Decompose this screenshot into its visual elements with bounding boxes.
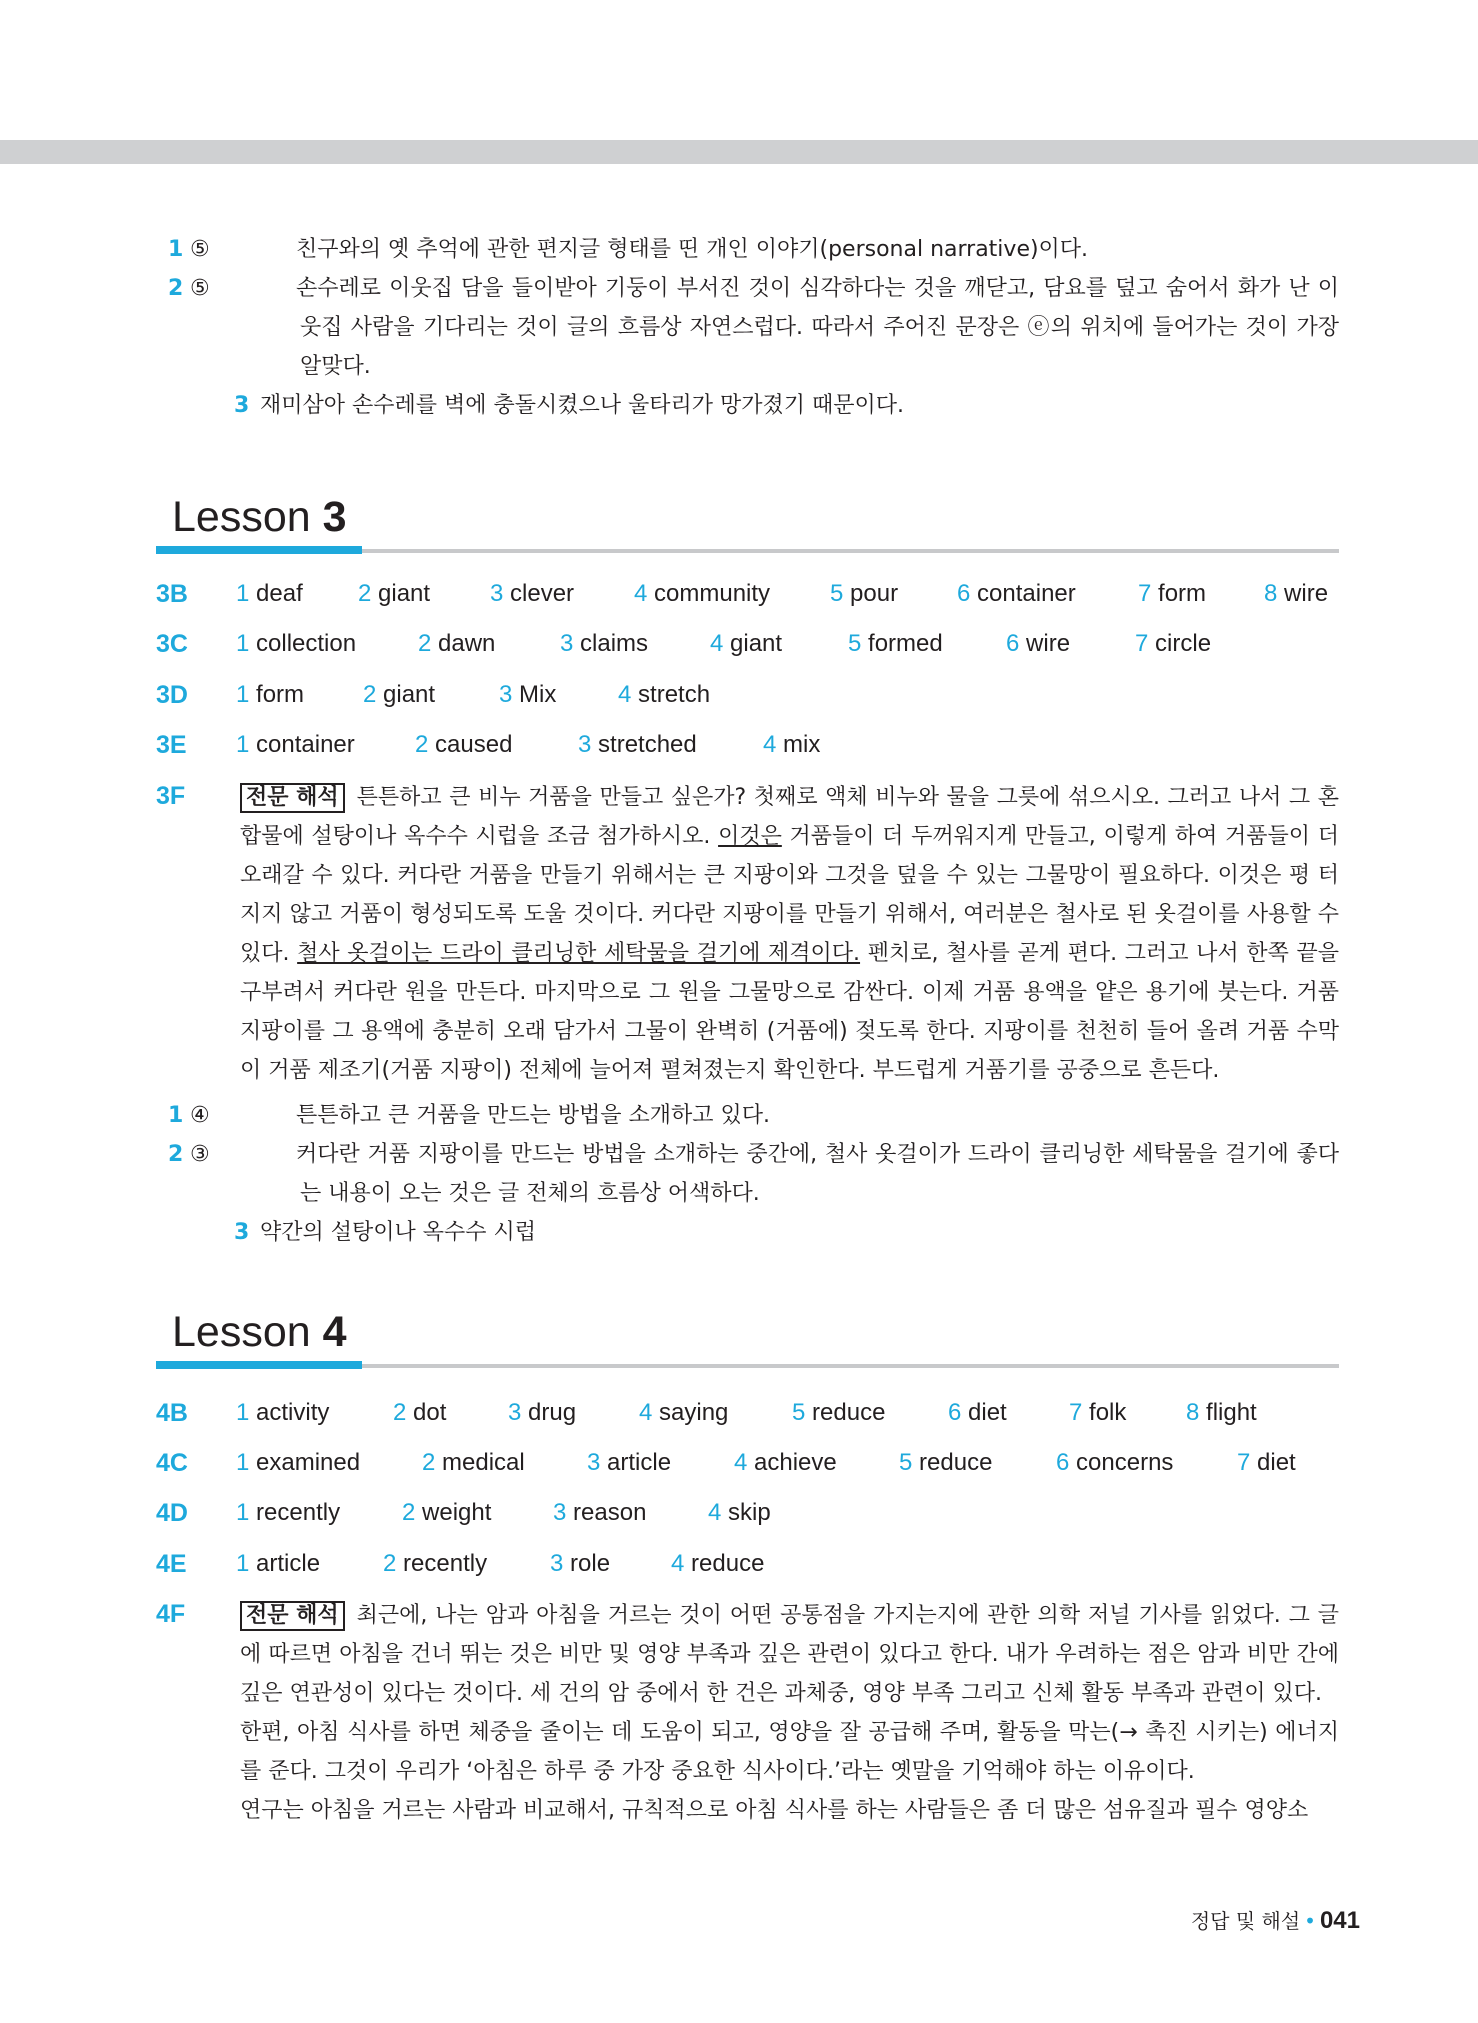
word-item: 6 wire	[1006, 630, 1071, 657]
word-item: 1 collection	[236, 630, 357, 657]
word-item: 2 caused	[415, 731, 513, 758]
word-item: 4 achieve	[734, 1449, 837, 1476]
paragraph: 연구는 아침을 거르는 사람과 비교해서, 규칙적으로 아침 식사를 하는 사람들은 좀 더 많은 섬유질과 필수 영양소	[240, 1798, 1309, 1823]
section-label-4f: 4F	[156, 1600, 186, 1628]
paragraph: 전문 해석 최근에, 나는 암과 아침을 거르는 것이 어떤 공통점을 가지는지에 관한 의학 저널 기사를 읽었다. 그 글에 따르면 아침을 건너 뛰는 것은 비만 및 영양 부족과 깊은 관련이 있다고 한다. 내가 우려하는 점은 암과 비만 간에 깊은 연관성이 있다는 것이다. 세 건의 암 중에서 한 건은 과체중, 영양 부족 그리고 신체 활동 부족과 관련이 있다.	[240, 1603, 1339, 1706]
word-item: 2 giant	[358, 580, 431, 607]
word-item: 4 mix	[763, 731, 821, 758]
word-item: 3 stretched	[578, 731, 697, 758]
word-item: 1 form	[236, 681, 305, 708]
word-item: 3 Mix	[499, 681, 557, 708]
word-item: 4 stretch	[618, 681, 711, 708]
translation-4f	[240, 1596, 1339, 1830]
word-item: 3 claims	[560, 630, 649, 657]
translation-3f: 전문 해석 튼튼하고 큰 비누 거품을 만들고 싶은가? 첫째로 액체 비누와 물을 그릇에 섞으시오. 그러고 나서 그 혼합물에 설탕이나 옥수수 시럽을 조금 첨가하시오. 이것은 거품들이 더 두꺼워지게 만들고, 이렇게 하여 거품들이 더 오래갈 수 있다. 커다란 거품을 만들기 위해서는 큰 지팡이와 그것을 덮을 수 있는 그물망이 필요하다. 이것은 평 터지지 않고 거품이 형성되도록 도울 것이다. 커다란 지팡이를 만들기 위해서, 여러분은 철사로 된 옷걸이를 사용할 수 있다. 철사 옷걸이는 드라이 클리닝한 세탁물을 걸기에 제격이다. 펜치로, 철사를 곧게 편다. 그러고 나서 한쪽 끝을 구부려서 커다란 원을 만든다. 마지막으로 그 원을 그물망으로 감싼다. 이제 거품 용액을 얕은 용기에 붓는다. 거품 지팡이를 그 용액에 충분히 오래 담가서 그물이 완벽히 (거품에) 젖도록 한다. 지팡이를 천천히 들어 올려 거품 수막이 거품 제조기(거품 지팡이) 전체에 늘어져 펼쳐졌는지 확인한다. 부드럽게 거품기를 공중으로 흔든다.	[240, 785, 1339, 1083]
word-item: 3 article	[587, 1449, 672, 1476]
word-item: 4 saying	[639, 1399, 729, 1426]
lesson-4-rule	[156, 1361, 1339, 1369]
word-item: 2 giant	[363, 681, 436, 708]
lesson-4-title: Lesson 4	[172, 1308, 347, 1356]
word-item: 1 activity	[236, 1399, 330, 1426]
bullet-icon: •	[1304, 1909, 1316, 1933]
word-item: 7 form	[1138, 580, 1207, 607]
page-footer	[1191, 1905, 1360, 1935]
word-item: 8 flight	[1186, 1399, 1257, 1426]
word-item: 2 dawn	[418, 630, 496, 657]
answer-item: 2 ③ 커다란 거품 지팡이를 만드는 방법을 소개하는 중간에, 철사 옷걸이가 드라이 클리닝한 세탁물을 걸기에 좋다는 내용이 오는 것은 글 전체의 흐름상 어색하다.	[168, 1142, 1339, 1206]
word-item: 5 reduce	[792, 1399, 886, 1426]
word-item: 4 community	[634, 580, 771, 607]
answer-item: 1 ④ 튼튼하고 큰 거품을 만드는 방법을 소개하고 있다.	[168, 1103, 770, 1128]
word-item: 3 role	[550, 1550, 611, 1577]
word-item: 1 article	[236, 1550, 321, 1577]
paragraph: 한편, 아침 식사를 하면 체중을 줄이는 데 도움이 되고, 영양을 잘 공급해 주며, 활동을 막는(→ 촉진 시키는) 에너지를 준다. 그것이 우리가 ‘아침은 하루 중 가장 중요한 식사이다.’라는 옛말을 기억해야 하는 이유이다.	[240, 1720, 1339, 1784]
lesson-3-answer-list	[168, 1096, 1339, 1252]
word-item: 1 deaf	[236, 580, 303, 607]
word-item: 2 medical	[422, 1449, 525, 1476]
word-item: 2 dot	[393, 1399, 447, 1426]
word-item: 4 giant	[710, 630, 783, 657]
word-item: 5 pour	[830, 580, 899, 607]
word-item: 1 recently	[236, 1499, 341, 1526]
answer-item: 1 ⑤ 친구와의 옛 추억에 관한 편지글 형태를 띤 개인 이야기(personal narrative)이다.	[168, 237, 1089, 262]
page-number: 041	[1319, 1907, 1360, 1934]
word-item: 1 container	[236, 731, 355, 758]
word-item: 4 reduce	[671, 1550, 765, 1577]
word-item: 7 circle	[1135, 630, 1212, 657]
word-item: 1 examined	[236, 1449, 361, 1476]
word-item: 2 recently	[383, 1550, 488, 1577]
word-item: 3 reason	[553, 1499, 647, 1526]
word-item: 6 container	[957, 580, 1076, 607]
lesson-3-title: Lesson 3	[172, 493, 347, 541]
word-item: 5 reduce	[899, 1449, 993, 1476]
word-item: 3 drug	[508, 1399, 577, 1426]
word-item: 6 concerns	[1056, 1449, 1174, 1476]
translation-tag: 전문 해석	[240, 1601, 345, 1631]
translation-tag: 전문 해석	[240, 783, 345, 813]
word-item: 4 skip	[708, 1499, 771, 1526]
word-item: 5 formed	[848, 630, 943, 657]
answer-item: 3 재미삼아 손수레를 벽에 충돌시켰으나 울타리가 망가졌기 때문이다.	[234, 393, 905, 418]
footer-label: 정답 및 해설	[1190, 1909, 1301, 1933]
word-item: 2 weight	[402, 1499, 492, 1526]
word-item: 7 diet	[1237, 1449, 1296, 1476]
prev-answer-list	[168, 230, 1339, 425]
word-item: 7 folk	[1069, 1399, 1127, 1426]
answer-item: 3 약간의 설탕이나 옥수수 시럽	[234, 1220, 537, 1245]
word-item: 3 clever	[490, 580, 575, 607]
lesson-3-rule	[156, 546, 1339, 554]
section-label-3f: 3F	[156, 782, 186, 810]
answer-item: 2 ⑤ 손수레로 이웃집 담을 들이받아 기둥이 부서진 것이 심각하다는 것을 깨닫고, 담요를 덮고 숨어서 화가 난 이웃집 사람을 기다리는 것이 글의 흐름상 자연스럽다. 따라서 주어진 문장은 ⓔ의 위치에 들어가는 것이 가장 알맞다.	[168, 276, 1339, 379]
word-item: 8 wire	[1264, 580, 1329, 607]
header-band	[0, 140, 1478, 164]
word-item: 6 diet	[948, 1399, 1007, 1426]
